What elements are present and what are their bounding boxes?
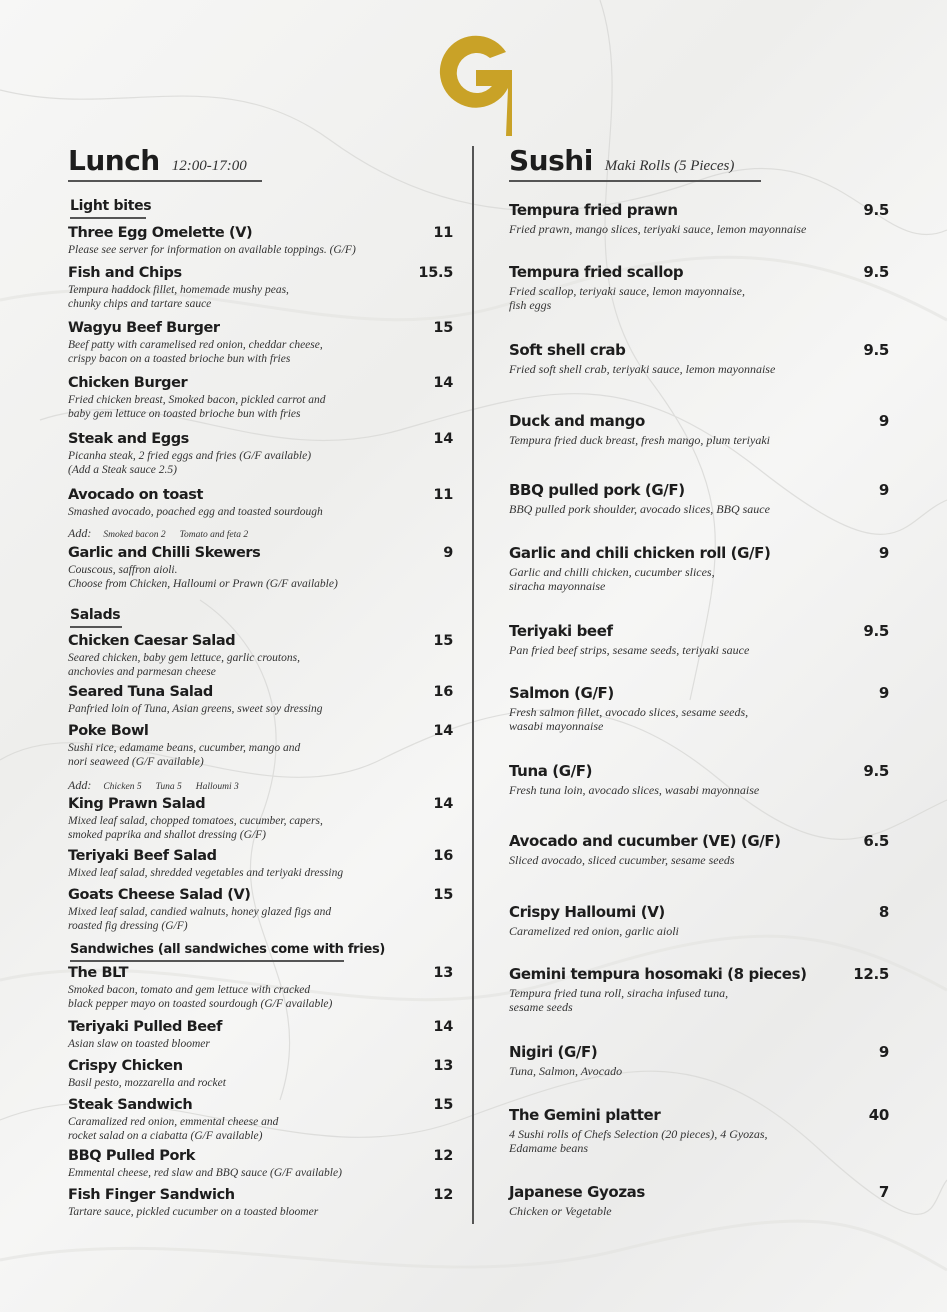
item-price: 12 bbox=[433, 1148, 453, 1164]
lunch-title-underline bbox=[68, 180, 262, 182]
menu-item bbox=[68, 319, 453, 366]
menu-item bbox=[68, 1147, 453, 1180]
item-name: King Prawn Salad bbox=[68, 796, 206, 812]
item-price: 9 bbox=[878, 481, 889, 499]
item-description: Garlic and chilli chicken, cucumber slices, siracha mayonnaise bbox=[509, 565, 715, 593]
menu-item bbox=[509, 622, 889, 657]
item-name: Soft shell crab bbox=[509, 341, 626, 359]
item-price: 9.5 bbox=[863, 201, 889, 219]
menu-item bbox=[509, 412, 889, 447]
item-price: 14 bbox=[433, 375, 453, 391]
item-price: 14 bbox=[433, 1019, 453, 1035]
item-name: Japanese Gyozas bbox=[509, 1183, 645, 1201]
item-description: Please see server for information on available toppings. (G/F) bbox=[68, 244, 356, 256]
item-name: The BLT bbox=[68, 965, 129, 981]
item-price: 13 bbox=[433, 965, 453, 981]
item-price: 9.5 bbox=[863, 622, 889, 640]
sushi-title-underline bbox=[509, 180, 761, 182]
add-option: Smoked bacon 2 bbox=[103, 530, 166, 540]
menu-item bbox=[509, 832, 889, 867]
item-price: 8 bbox=[878, 903, 889, 921]
menu-item bbox=[509, 684, 889, 733]
item-description: Fresh tuna loin, avocado slices, wasabi mayonnaise bbox=[509, 783, 760, 797]
menu-item bbox=[68, 886, 453, 933]
menu-item bbox=[68, 224, 453, 257]
sushi-subtitle: Maki Rolls (5 Pieces) bbox=[604, 158, 735, 174]
item-name: Chicken Caesar Salad bbox=[68, 633, 236, 649]
item-name: Steak and Eggs bbox=[68, 431, 189, 447]
add-option: Halloumi 3 bbox=[195, 782, 239, 792]
menu-item bbox=[68, 847, 453, 880]
item-description: Panfried loin of Tuna, Asian greens, sweet soy dressing bbox=[68, 703, 323, 715]
item-price: 13 bbox=[433, 1058, 453, 1074]
item-description: Tempura haddock fillet, homemade mushy peas, chunky chips and tartare sauce bbox=[68, 284, 289, 310]
item-description: Fried scallop, teriyaki sauce, lemon mayonnaise, fish eggs bbox=[509, 284, 745, 312]
menu-item bbox=[68, 264, 453, 311]
item-name: The Gemini platter bbox=[509, 1106, 661, 1124]
menu-item bbox=[68, 964, 453, 1011]
item-name: Avocado and cucumber (VE) (G/F) bbox=[509, 832, 781, 850]
item-price: 9 bbox=[878, 1043, 889, 1061]
item-price: 15 bbox=[433, 633, 453, 649]
item-name: Wagyu Beef Burger bbox=[68, 320, 220, 336]
item-name: Duck and mango bbox=[509, 412, 645, 430]
add-ons-row bbox=[68, 776, 253, 794]
item-description: Sliced avocado, sliced cucumber, sesame seeds bbox=[509, 853, 735, 867]
item-name: Steak Sandwich bbox=[68, 1097, 193, 1113]
item-name: BBQ Pulled Pork bbox=[68, 1148, 196, 1164]
menu-item bbox=[68, 795, 453, 842]
item-name: Teriyaki Pulled Beef bbox=[68, 1019, 222, 1035]
item-name: BBQ pulled pork (G/F) bbox=[509, 481, 685, 499]
menu-item bbox=[509, 201, 889, 236]
add-label: Add: bbox=[68, 526, 92, 540]
item-description: Fried prawn, mango slices, teriyaki sauce, lemon mayonnaise bbox=[509, 222, 807, 236]
menu-item bbox=[509, 544, 889, 593]
item-name: Garlic and chili chicken roll (G/F) bbox=[509, 544, 771, 562]
add-label: Add: bbox=[68, 778, 92, 792]
item-description: Pan fried beef strips, sesame seeds, teriyaki sauce bbox=[509, 643, 750, 657]
item-price: 12.5 bbox=[853, 965, 889, 983]
item-price: 16 bbox=[433, 684, 453, 700]
item-price: 12 bbox=[433, 1187, 453, 1203]
menu-item bbox=[509, 965, 889, 1014]
item-name: Three Egg Omelette (V) bbox=[68, 225, 253, 241]
item-name: Avocado on toast bbox=[68, 487, 204, 503]
item-price: 7 bbox=[878, 1183, 889, 1201]
menu-item bbox=[68, 1096, 453, 1143]
item-name: Nigiri (G/F) bbox=[509, 1043, 598, 1061]
item-name: Teriyaki beef bbox=[509, 622, 613, 640]
item-name: Seared Tuna Salad bbox=[68, 684, 213, 700]
item-name: Crispy Halloumi (V) bbox=[509, 903, 665, 921]
item-name: Chicken Burger bbox=[68, 375, 188, 391]
menu-item bbox=[68, 1018, 453, 1051]
item-description: Tempura fried tuna roll, siracha infused tuna, sesame seeds bbox=[509, 986, 729, 1014]
item-price: 14 bbox=[433, 431, 453, 447]
menu-item bbox=[509, 341, 889, 376]
menu-item bbox=[68, 1186, 453, 1219]
item-price: 11 bbox=[433, 225, 453, 241]
light-bites-heading: Light bites bbox=[70, 198, 152, 214]
item-description: Fried chicken breast, Smoked bacon, pickled carrot and baby gem lettuce on toasted brioche bun with fries bbox=[68, 394, 326, 420]
item-price: 40 bbox=[868, 1106, 889, 1124]
item-name: Crispy Chicken bbox=[68, 1058, 183, 1074]
salads-heading: Salads bbox=[70, 607, 121, 623]
item-description: Mixed leaf salad, chopped tomatoes, cucumber, capers, smoked paprika and shallot dressing (G/F) bbox=[68, 815, 323, 841]
menu-item bbox=[68, 722, 453, 769]
menu-item bbox=[509, 1106, 889, 1155]
menu-item bbox=[68, 683, 453, 716]
menu-item bbox=[68, 430, 453, 477]
item-description: Seared chicken, baby gem lettuce, garlic croutons, anchovies and parmesan cheese bbox=[68, 652, 300, 678]
column-divider bbox=[472, 146, 474, 1224]
menu-item bbox=[68, 374, 453, 421]
item-name: Fish Finger Sandwich bbox=[68, 1187, 235, 1203]
lunch-title-row bbox=[68, 144, 247, 177]
menu-item bbox=[509, 481, 889, 516]
item-price: 9.5 bbox=[863, 263, 889, 281]
item-description: Sushi rice, edamame beans, cucumber, mango and nori seaweed (G/F available) bbox=[68, 742, 301, 768]
item-description: Caramalized red onion, emmental cheese and rocket salad on a ciabatta (G/F available) bbox=[68, 1116, 279, 1142]
item-description: Smoked bacon, tomato and gem lettuce with cracked black pepper mayo on toasted sourdough (G/F available) bbox=[68, 984, 333, 1010]
light-bites-underline bbox=[70, 217, 146, 219]
sushi-title: Sushi bbox=[509, 144, 593, 177]
item-name: Tempura fried scallop bbox=[509, 263, 684, 281]
lunch-title: Lunch bbox=[68, 144, 160, 177]
item-price: 11 bbox=[433, 487, 453, 503]
item-price: 14 bbox=[433, 723, 453, 739]
item-name: Garlic and Chilli Skewers bbox=[68, 545, 261, 561]
menu-item bbox=[509, 762, 889, 797]
menu-item bbox=[68, 1057, 453, 1090]
item-name: Tempura fried prawn bbox=[509, 201, 678, 219]
item-name: Tuna (G/F) bbox=[509, 762, 593, 780]
menu-item bbox=[509, 1043, 889, 1078]
item-price: 9.5 bbox=[863, 341, 889, 359]
sushi-title-row bbox=[509, 144, 734, 177]
item-description: Caramelized red onion, garlic aioli bbox=[509, 924, 679, 938]
item-description: Tartare sauce, pickled cucumber on a toasted bloomer bbox=[68, 1206, 319, 1218]
add-option: Tuna 5 bbox=[155, 782, 182, 792]
item-description: BBQ pulled pork shoulder, avocado slices, BBQ sauce bbox=[509, 502, 770, 516]
item-description: Chicken or Vegetable bbox=[509, 1204, 612, 1218]
item-description: Couscous, saffron aioli. Choose from Chicken, Halloumi or Prawn (G/F available) bbox=[68, 564, 338, 590]
item-price: 9 bbox=[878, 412, 889, 430]
item-description: Tuna, Salmon, Avocado bbox=[509, 1064, 623, 1078]
lunch-hours: 12:00-17:00 bbox=[171, 158, 247, 174]
item-price: 15 bbox=[433, 320, 453, 336]
add-ons-row bbox=[68, 524, 262, 542]
item-description: 4 Sushi rolls of Chefs Selection (20 pieces), 4 Gyozas, Edamame beans bbox=[509, 1127, 768, 1155]
item-name: Goats Cheese Salad (V) bbox=[68, 887, 251, 903]
item-price: 9 bbox=[878, 684, 889, 702]
item-description: Fresh salmon fillet, avocado slices, sesame seeds, wasabi mayonnaise bbox=[509, 705, 749, 733]
item-description: Mixed leaf salad, shredded vegetables and teriyaki dressing bbox=[68, 867, 344, 879]
menu-item bbox=[509, 263, 889, 312]
sandwiches-heading: Sandwiches (all sandwiches come with fries) bbox=[70, 942, 386, 957]
item-description: Fried soft shell crab, teriyaki sauce, lemon mayonnaise bbox=[509, 362, 776, 376]
item-description: Beef patty with caramelised red onion, cheddar cheese, crispy bacon on a toasted brioche bun with fries bbox=[68, 339, 323, 365]
item-name: Salmon (G/F) bbox=[509, 684, 614, 702]
salads-underline bbox=[70, 626, 122, 628]
item-description: Smashed avocado, poached egg and toasted sourdough bbox=[68, 506, 323, 518]
item-name: Teriyaki Beef Salad bbox=[68, 848, 217, 864]
item-name: Fish and Chips bbox=[68, 265, 182, 281]
add-option: Chicken 5 bbox=[103, 782, 142, 792]
menu-item bbox=[68, 632, 453, 679]
item-price: 9 bbox=[878, 544, 889, 562]
item-description: Mixed leaf salad, candied walnuts, honey glazed figs and roasted fig dressing (G/F) bbox=[68, 906, 332, 932]
item-price: 9.5 bbox=[863, 762, 889, 780]
menu-item bbox=[509, 903, 889, 938]
gemini-logo bbox=[434, 30, 514, 136]
item-price: 15 bbox=[433, 887, 453, 903]
item-price: 15 bbox=[433, 1097, 453, 1113]
item-description: Tempura fried duck breast, fresh mango, plum teriyaki bbox=[509, 433, 770, 447]
item-description: Emmental cheese, red slaw and BBQ sauce (G/F available) bbox=[68, 1167, 342, 1179]
item-description: Basil pesto, mozzarella and rocket bbox=[68, 1077, 226, 1089]
menu-item bbox=[509, 1183, 889, 1218]
item-price: 6.5 bbox=[863, 832, 889, 850]
item-name: Poke Bowl bbox=[68, 723, 149, 739]
item-price: 15.5 bbox=[418, 265, 453, 281]
item-price: 16 bbox=[433, 848, 453, 864]
item-name: Gemini tempura hosomaki (8 pieces) bbox=[509, 965, 807, 983]
item-price: 14 bbox=[433, 796, 453, 812]
menu-item bbox=[68, 486, 453, 519]
sandwiches-underline bbox=[70, 960, 344, 962]
item-description: Picanha steak, 2 fried eggs and fries (G/F available) (Add a Steak sauce 2.5) bbox=[68, 450, 312, 476]
item-price: 9 bbox=[443, 545, 453, 561]
menu-item bbox=[68, 544, 453, 591]
item-description: Asian slaw on toasted bloomer bbox=[68, 1038, 210, 1050]
add-option: Tomato and feta 2 bbox=[179, 530, 249, 540]
